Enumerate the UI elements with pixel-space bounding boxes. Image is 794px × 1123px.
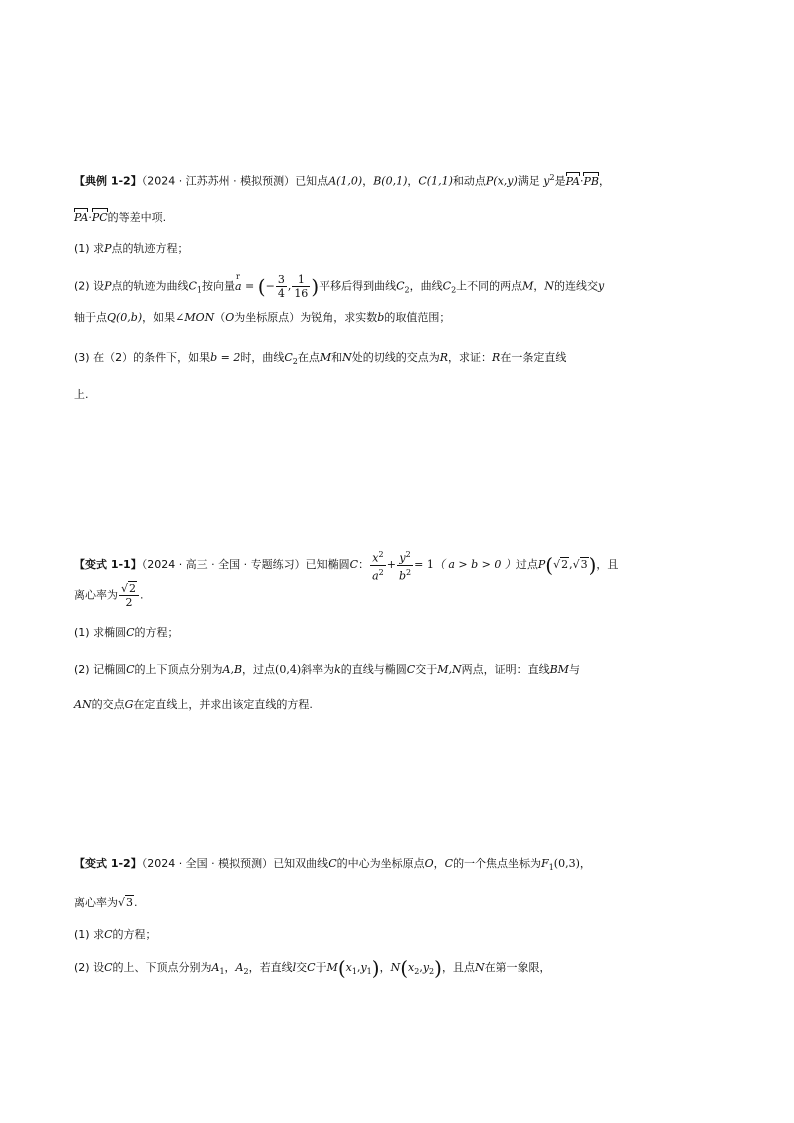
var-y: y [399,551,406,565]
line-l: l [292,961,297,974]
line-bm: BM [549,663,569,676]
numerator: 1 [292,273,310,287]
text: 的连线交 [554,279,599,293]
line-an: AN [74,698,92,711]
point-n: N [390,961,401,974]
text: 在定直线上，并求出该定直线的方程. [133,698,313,711]
paren-open: ( [545,553,554,578]
problem-3-line-1 [74,856,591,876]
sqrt-3: √3 [572,558,588,572]
var-a: a [372,569,379,583]
text: 上. [74,388,89,401]
denominator [370,566,386,583]
hyperbola-c: C [104,928,113,941]
text: 和 [331,351,343,364]
subscript: 1 [219,967,225,977]
text: 在一条定直线 [500,351,567,364]
fraction-1-16 [292,273,310,300]
text: (2) 设 [74,961,105,974]
text: 的取值范围； [384,311,451,324]
point-m: M [326,961,338,974]
vertex-a2: A [235,961,244,974]
text: (1) 求 [74,928,105,941]
points-a-b: A,B [222,663,243,676]
vector-a-letter: a [235,279,242,293]
problem-source: （2024 · 全国 · 模拟预测） [141,857,274,870]
numerator: √2 [119,582,139,596]
vertex-a1: A [211,961,220,974]
paren-close: ) [588,553,597,578]
radicand: 2 [129,582,137,595]
subscript: 1 [196,285,202,295]
text: (1) 求 [74,242,105,255]
points-m-n: M,N [437,663,462,676]
minus: − [265,279,275,293]
problem-1-line-1 [74,170,610,190]
text: (1) 求椭圆 [74,626,127,639]
paren-open: ( [337,956,346,980]
text: 斜率为 [301,663,335,676]
point-r: R [492,351,501,364]
var-y: y [422,961,430,974]
text: 已知点 [295,174,329,188]
text: ，过点 [242,663,276,676]
vector-arrow: r [236,271,240,281]
point-g: G [124,698,134,711]
comma: , [356,961,361,974]
hyperbola-c: C [307,961,316,974]
text: 点的轨迹为曲线 [111,279,189,293]
radicand: 3 [580,558,588,572]
text: ， [379,961,391,974]
text: 已知双曲线 [273,857,329,870]
angle-mon: ∠MON [175,311,215,324]
text: 处的切线的交点为 [351,351,440,364]
text: 交 [296,961,308,974]
problem-1-line-2 [74,210,166,226]
radicand: 2 [561,558,569,572]
text: 满足 [517,174,540,188]
point-p: P(x,y) [485,174,518,188]
comma: , [569,558,573,572]
equals-one: = 1 [414,558,434,572]
problem-source: （2024 · 高三 · 全国 · 专题练习） [141,558,306,572]
point-b: B(0,1) [373,174,408,188]
numerator [370,548,386,566]
text: (2) 设 [74,279,105,293]
ellipse-c: C [126,626,135,639]
text: ， [433,857,445,870]
superscript: 2 [378,567,384,577]
paren-close: ) [371,956,380,980]
problem-3-line-2 [74,895,138,911]
b-equals-2: b = 2 [210,351,241,364]
point-c: C(1,1) [418,174,453,188]
text: ， [579,857,591,870]
point-q: Q(0,b) [107,311,143,324]
paren-open: ( [400,956,408,980]
superscript: 2 [406,567,412,577]
curve-c2: C [396,279,405,293]
subscript: 2 [429,967,435,977]
point-o: O [424,857,434,870]
text: 的等差中项. [107,211,167,224]
vector-a [235,271,242,295]
var-k: k [334,663,341,676]
focus-point: (0,3) [553,857,580,870]
text: 的一个焦点坐标为 [453,857,542,870]
fraction-3-4 [276,273,287,300]
text: ，且 [596,558,619,572]
var-y: y [543,174,550,188]
problem-2-question-1 [74,625,179,641]
text: ，且点 [441,961,475,974]
text: ： [358,558,370,572]
ellipse-c: C [349,558,359,572]
denominator [397,566,413,583]
problem-3-question-2 [74,956,551,980]
fraction-y2-b2 [397,548,413,582]
text: 的直线与椭圆 [340,663,407,676]
point-p: P [537,558,546,572]
text: 轴于点 [74,311,107,324]
denominator: 16 [294,287,309,300]
point-a: A(1,0) [328,174,363,188]
paren-close: ) [311,274,320,299]
numerator: 3 [277,273,285,286]
numerator [397,548,413,566]
point-m: M [522,279,534,293]
text: 两点，证明：直线 [461,663,550,676]
text: 和动点 [452,174,486,188]
text: (2) 记椭圆 [74,663,127,676]
point-0-4: (0,4) [275,663,302,676]
problem-2-question-2-cont [74,697,313,713]
text: 为坐标原点）为锐角，求实数 [234,311,378,324]
text: . [140,588,144,602]
vector-pa: PA [565,174,580,188]
subscript: 2 [414,967,420,977]
point-m: M [319,351,332,364]
text: ， [224,961,236,974]
text: 上不同的两点 [456,279,523,293]
plus: + [386,558,396,572]
subscript: 1 [351,967,357,977]
text: 按向量 [202,279,235,293]
condition: （ a > b > 0 ） [433,558,516,572]
var-y: y [360,961,367,974]
text: 于 [315,961,327,974]
var-x: x [372,551,379,565]
superscript: 2 [378,550,384,559]
var-x: x [408,961,415,974]
vector-pa: PA [74,211,89,224]
subscript: 1 [366,967,372,977]
dot: · [88,211,92,224]
text: 离心率为 [74,588,118,602]
text: ， [598,174,610,188]
text: 是 [554,174,566,188]
text: （ [214,311,226,324]
superscript: 2 [549,173,555,182]
text: ， [533,279,545,293]
fraction-sqrt2-2 [119,582,139,609]
text: 过点 [515,558,538,572]
text: ，若直线 [248,961,293,974]
fraction-x2-a2 [370,548,386,582]
problem-3-question-1 [74,927,157,943]
text: 的方程； [134,626,179,639]
subscript: 1 [548,863,554,873]
text: 的中心为坐标原点 [336,857,425,870]
problem-tag: 【变式 1-1】 [74,558,142,572]
subscript: 2 [292,357,298,367]
radicand: 3 [126,896,134,909]
problem-1-question-3-cont [74,387,89,403]
problem-tag: 【变式 1-2】 [74,857,142,870]
denominator: 4 [277,287,285,300]
comma: , [419,961,423,974]
subscript: 2 [243,967,249,977]
text: (3) 在（2）的条件下，如果 [74,351,211,364]
var-p: P [104,279,112,293]
point-n: N [474,961,485,974]
paren-close: ) [434,956,442,980]
text: 交于 [415,663,438,676]
hyperbola-c: C [328,857,337,870]
text: 在点 [297,351,320,364]
text: ，求证： [448,351,493,364]
problem-1-question-2 [74,273,604,300]
var-b: b [377,311,385,324]
text: . [134,896,138,909]
vector-pc: PC [91,211,108,224]
problem-2-question-2 [74,662,580,678]
problem-1-question-1 [74,241,188,257]
subscript: 2 [451,285,457,295]
var-x: x [345,961,352,974]
point-o: O [225,311,235,324]
text: ，如果 [142,311,176,324]
denominator: 2 [125,596,133,609]
text: 平移后得到曲线 [319,279,397,293]
superscript: 2 [405,550,411,559]
problem-2-line-2 [74,582,144,609]
text: 的交点 [91,698,125,711]
text: ， [362,174,374,188]
var-y: y [598,279,605,293]
problem-2-line-1 [74,548,618,582]
problem-1-question-2-cont [74,310,450,326]
problem-1-question-3 [74,350,566,370]
dot: · [579,174,584,188]
text: ，曲线 [409,279,443,293]
text: 时，曲线 [240,351,285,364]
text: 的方程； [112,928,157,941]
text: 在第一象限， [484,961,551,974]
point-r: R [439,351,449,364]
vector-pb: PB [583,174,599,188]
equals: = [241,279,258,293]
hyperbola-c: C [444,857,454,870]
curve-c1: C [188,279,197,293]
subscript: 2 [404,285,410,295]
curve-c2: C [442,279,452,293]
text: 离心率为 [74,896,118,909]
var-b: b [398,569,407,583]
text: 的上、下顶点分别为 [112,961,212,974]
paren-open: ( [257,274,266,299]
focus-f: F [541,857,549,870]
text: 已知椭圆 [305,558,350,572]
point-n: N [544,279,555,293]
point-n: N [342,351,352,364]
problem-source: （2024 · 江苏苏州 · 模拟预测） [141,174,296,188]
text: ， [407,174,419,188]
ellipse-c: C [126,663,135,676]
text: 的上下顶点分别为 [134,663,223,676]
hyperbola-c: C [104,961,113,974]
problem-tag: 【典例 1-2】 [74,174,142,188]
comma: , [287,279,292,293]
sqrt-3: √3 [118,896,134,909]
text: 与 [568,663,580,676]
ellipse-c: C [406,663,416,676]
sqrt-2: √2 [553,558,569,572]
curve-c2: C [284,351,293,364]
var-p: P [104,242,112,255]
text: 点的轨迹方程； [111,242,189,255]
